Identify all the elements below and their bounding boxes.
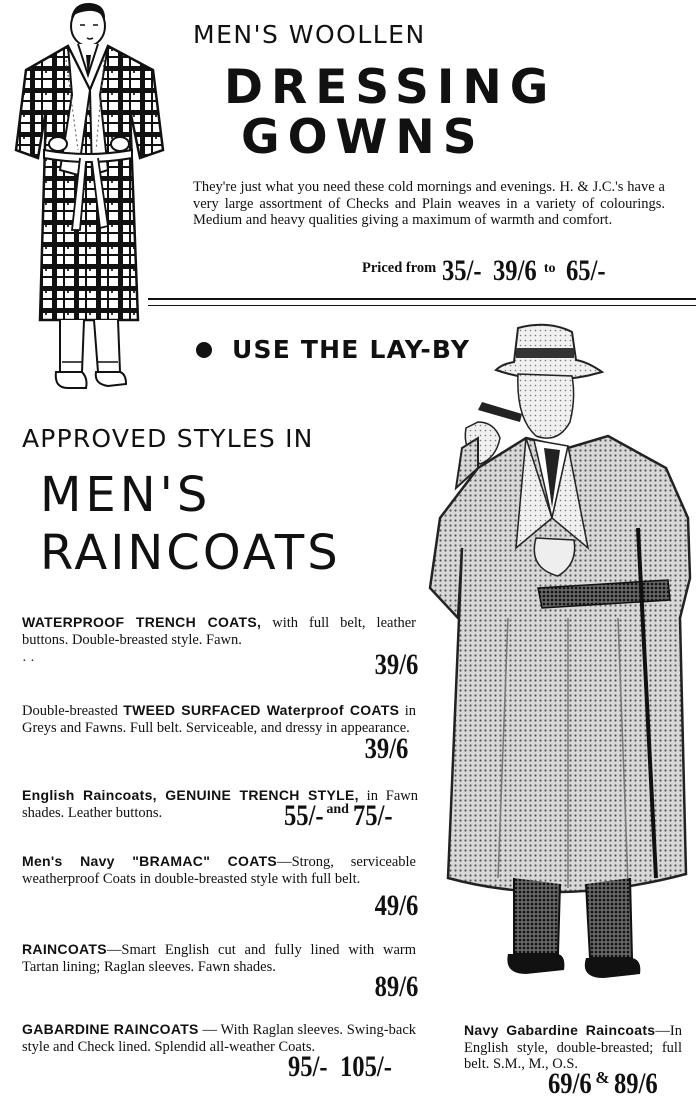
item-5-price: 89/6 [374,970,418,1003]
item-6-price-wrap [288,1050,404,1084]
item-4-price: 49/6 [374,889,418,922]
item-bramac-coats [22,853,416,887]
item-1-price: 39/6 [374,648,418,681]
item-6-price-2: 105/- [340,1050,393,1083]
item-5-desc: —Smart English cut and fully lined with warm Tartan lining; Raglan sleeves. Fawn shades. [22,942,416,975]
item-3-title: English Raincoats, GENUINE TRENCH STYLE, [22,787,359,803]
navy-desc: —In English style, double-breasted; full belt. S.M., M., O.S. [464,1023,682,1072]
item-raincoats [22,941,416,975]
section-rule-top [148,298,696,300]
gowns-price-label: Priced from [362,260,437,276]
item-2-price: 39/6 [364,732,408,765]
item-3-price-wrap [284,799,401,833]
item-3-desc: in Fawn shades. Leather buttons. [22,788,418,821]
layby-text: USE THE LAY-BY [232,335,471,364]
item-3-price-and: and [326,802,349,817]
item-5-title: RAINCOATS [22,941,107,957]
item-1-title: WATERPROOF TRENCH COATS, [22,614,262,630]
bullet-icon [196,342,212,358]
raincoats-title-line1: MEN'S [40,467,212,523]
gowns-body: They're just what you need these cold mornings and evenings. H. & J.C.'s have a very large assortment of Checks and Plain weaves in a variety of colourings. Medium and heavy qualities giving a maximum of warmth and comfort. [193,179,665,228]
gowns-kicker: MEN'S WOOLLEN [193,20,426,49]
raincoats-kicker: APPROVED STYLES IN [22,424,314,453]
gowns-price-1: 35/- [442,254,482,287]
item-6-title: GABARDINE RAINCOATS [22,1021,199,1037]
navy-price-2: 89/6 [613,1067,658,1100]
item-3-price: 55/- [284,799,324,832]
item-2-desc: in Greys and Fawns. Full belt. Serviceable, and dressy in appearance. [22,703,416,736]
item-2-title: TWEED SURFACED Waterproof COATS [123,702,400,718]
raincoats-title-line2: RAINCOATS [40,525,341,581]
item-tweed-coats [22,702,416,736]
section-rule-bottom [148,305,696,306]
navy-price-wrap [548,1067,667,1101]
item-6-desc: — With Raglan sleeves. Swing-back style and Check lined. Splendid all-weather Coats. [22,1022,417,1055]
item-4-price-wrap [365,889,418,923]
item-2-pre: Double-breasted [22,703,124,719]
gowns-title-line1: DRESSING [224,60,557,115]
item-2-price-wrap [355,732,408,766]
item-5-price-wrap [365,970,418,1004]
navy-price-1: 69/6 [548,1067,592,1100]
item-1-desc: with full belt, leather buttons. Double-breasted style. Fawn. [22,615,417,648]
item-4-desc: —Strong, serviceable weatherproof Coats in double-breasted style with full belt. [22,854,416,887]
item-4-title: Men's Navy "BRAMAC" COATS [22,853,278,869]
item-3-price-2: 75/- [352,799,393,832]
dots-mark: · · [22,654,35,669]
item-6-price: 95/- [288,1050,328,1083]
navy-title: Navy Gabardine Raincoats [464,1022,656,1038]
item-trench-coats [22,614,416,648]
raincoat-man-illustration [418,318,700,1008]
gowns-title-line2: GOWNS [241,110,485,165]
navy-gabardine-block [464,1022,682,1073]
navy-price-and: & [595,1068,610,1087]
gowns-price-to: to [543,261,556,276]
dressing-gown-illustration [8,0,178,395]
item-1-price-wrap [365,648,418,682]
gowns-price-3: 65/- [565,254,606,287]
gowns-price-line [362,254,614,288]
gowns-price-2: 39/6 [492,254,537,287]
